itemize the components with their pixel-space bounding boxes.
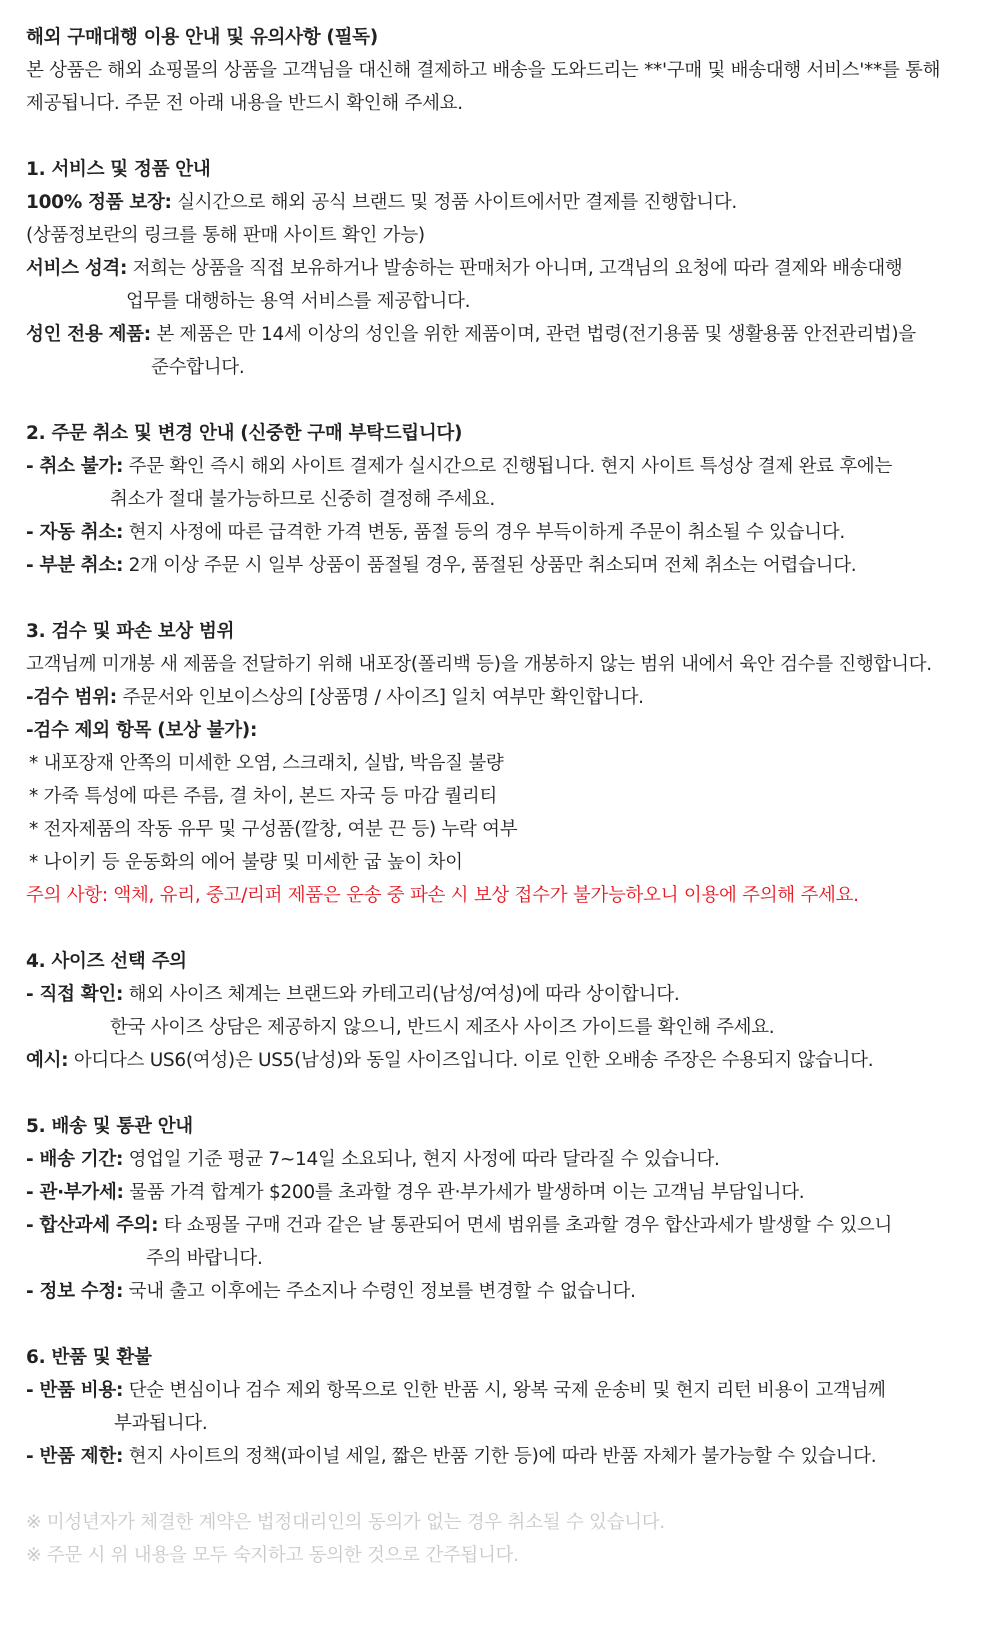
- inspection-scope-line: [26, 687, 644, 709]
- combined-tax-label: - 합산과세 주의:: [26, 1215, 159, 1236]
- footer-note-consent: ※ 주문 시 위 내용을 모두 숙지하고 동의한 것으로 간주됩니다.: [26, 1545, 519, 1566]
- return-cost-label: - 반품 비용:: [26, 1380, 124, 1401]
- no-cancel-text: 주문 확인 즉시 해외 사이트 결제가 실시간으로 진행됩니다. 현지 사이트 특성상 결제 완료 후에는: [123, 456, 893, 477]
- size-example-text: 아디다스 US6(여성)은 US5(남성)와 동일 사이즈입니다. 이로 인한 오배송 주장은 수용되지 않습니다.: [68, 1050, 874, 1071]
- partial-cancel-text: 2개 이상 주문 시 일부 상품이 품절될 경우, 품절된 상품만 취소되며 전체 취소는 어렵습니다.: [123, 555, 857, 576]
- adult-only-text: 본 제품은 만 14세 이상의 성인을 위한 제품이며, 관련 법령(전기용품 및 생활용품 안전관리법)을: [150, 324, 916, 345]
- customs-tax-text: 물품 가격 합계가 $200를 초과할 경우 관·부가세가 발생하며 이는 고객님 부담입니다.: [123, 1182, 805, 1203]
- service-nature-line: [26, 258, 903, 280]
- size-example-line: [26, 1050, 873, 1072]
- section-4-heading: 4. 사이즈 선택 주의: [26, 951, 187, 972]
- inspection-scope-label: -검수 범위:: [26, 687, 117, 708]
- adult-only-line: [26, 324, 916, 346]
- info-change-line: [26, 1281, 636, 1303]
- direct-check-label: - 직접 확인:: [26, 984, 124, 1005]
- return-cost-text-cont: 부과됩니다.: [114, 1413, 208, 1434]
- inspection-intro: 고객님께 미개봉 새 제품을 전달하기 위해 내포장(폴리백 등)을 개봉하지 않는 범위 내에서 육안 검수를 진행합니다.: [26, 654, 932, 675]
- section-6-heading: 6. 반품 및 환불: [26, 1347, 152, 1368]
- intro-line-2: 제공됩니다. 주문 전 아래 내용을 반드시 확인해 주세요.: [26, 93, 463, 114]
- auto-cancel-label: - 자동 취소:: [26, 522, 124, 543]
- return-limit-line: [26, 1446, 876, 1468]
- no-cancel-label: - 취소 불가:: [26, 456, 124, 477]
- direct-check-text-cont: 한국 사이즈 상담은 제공하지 않으니, 반드시 제조사 사이즈 가이드를 확인해 주세요.: [110, 1017, 775, 1038]
- combined-tax-text-cont: 주의 바랍니다.: [146, 1248, 263, 1269]
- delivery-period-line: [26, 1149, 720, 1171]
- intro-line-1: 본 상품은 해외 쇼핑몰의 상품을 고객님을 대신해 결제하고 배송을 도와드리는 **'구매 및 배송대행 서비스'**를 통해: [26, 60, 941, 81]
- section-3-heading: 3. 검수 및 파손 보상 범위: [26, 621, 235, 642]
- return-cost-text: 단순 변심이나 검수 제외 항목으로 인한 반품 시, 왕복 국제 운송비 및 현지 리턴 비용이 고객님께: [123, 1380, 886, 1401]
- partial-cancel-label: - 부분 취소:: [26, 555, 124, 576]
- section-2-heading: 2. 주문 취소 및 변경 안내 (신중한 구매 부탁드립니다): [26, 423, 463, 444]
- section-5-heading: 5. 배송 및 통관 안내: [26, 1116, 193, 1137]
- combined-tax-line: [26, 1215, 892, 1237]
- exclusion-item: * 가죽 특성에 따른 주름, 결 차이, 본드 자국 등 마감 퀄리티: [29, 786, 498, 807]
- genuine-note: (상품정보란의 링크를 통해 판매 사이트 확인 가능): [26, 225, 425, 246]
- adult-only-label: 성인 전용 제품:: [26, 324, 151, 345]
- delivery-period-text: 영업일 기준 평균 7~14일 소요되나, 현지 사정에 따라 달라질 수 있습니다.: [123, 1149, 720, 1170]
- auto-cancel-text: 현지 사정에 따른 급격한 가격 변동, 품절 등의 경우 부득이하게 주문이 취소될 수 있습니다.: [123, 522, 845, 543]
- delivery-period-label: - 배송 기간:: [26, 1149, 124, 1170]
- service-nature-label: 서비스 성격:: [26, 258, 128, 279]
- info-change-label: - 정보 수정:: [26, 1281, 124, 1302]
- exclusion-heading: -검수 제외 항목 (보상 불가):: [26, 720, 258, 741]
- return-limit-text: 현지 사이트의 정책(파이널 세일, 짧은 반품 기한 등)에 따라 반품 자체가 불가능할 수 있습니다.: [123, 1446, 877, 1467]
- service-nature-text-cont: 업무를 대행하는 용역 서비스를 제공합니다.: [126, 291, 471, 312]
- no-cancel-line: [26, 456, 892, 478]
- genuine-label: 100% 정품 보장:: [26, 192, 172, 213]
- genuine-guarantee-line: [26, 192, 737, 214]
- exclusion-item: * 내포장재 안쪽의 미세한 오염, 스크래치, 실밥, 박음질 불량: [29, 753, 504, 774]
- direct-check-text: 해외 사이즈 체계는 브랜드와 카테고리(남성/여성)에 따라 상이합니다.: [123, 984, 680, 1005]
- footer-note-minor: ※ 미성년자가 체결한 계약은 법정대리인의 동의가 없는 경우 취소될 수 있습니다.: [26, 1512, 665, 1533]
- customs-tax-label: - 관·부가세:: [26, 1182, 124, 1203]
- direct-check-line: [26, 984, 679, 1006]
- exclusion-item: * 전자제품의 작동 유무 및 구성품(깔창, 여분 끈 등) 누락 여부: [29, 819, 518, 840]
- document-title: 해외 구매대행 이용 안내 및 유의사항 (필독): [26, 27, 378, 48]
- auto-cancel-line: [26, 522, 845, 544]
- partial-cancel-line: [26, 555, 856, 577]
- exclusion-item: * 나이키 등 운동화의 에어 불량 및 미세한 굽 높이 차이: [29, 852, 463, 873]
- inspection-scope-text: 주문서와 인보이스상의 [상품명 / 사이즈] 일치 여부만 확인합니다.: [116, 687, 644, 708]
- adult-only-text-cont: 준수합니다.: [151, 357, 245, 378]
- return-cost-line: [26, 1380, 886, 1402]
- service-nature-text: 저희는 상품을 직접 보유하거나 발송하는 판매처가 아니며, 고객님의 요청에 따라 결제와 배송대행: [127, 258, 903, 279]
- customs-tax-line: [26, 1182, 804, 1204]
- no-cancel-text-cont: 취소가 절대 불가능하므로 신중히 결정해 주세요.: [110, 489, 495, 510]
- combined-tax-text: 타 쇼핑몰 구매 건과 같은 날 통관되어 면세 범위를 초과할 경우 합산과세가 발생할 수 있으니: [158, 1215, 893, 1236]
- genuine-text: 실시간으로 해외 공식 브랜드 및 정품 사이트에서만 결제를 진행합니다.: [171, 192, 737, 213]
- info-change-text: 국내 출고 이후에는 주소지나 수령인 정보를 변경할 수 없습니다.: [123, 1281, 636, 1302]
- section-1-heading: 1. 서비스 및 정품 안내: [26, 159, 211, 180]
- return-limit-label: - 반품 제한:: [26, 1446, 124, 1467]
- warning-text: 주의 사항: 액체, 유리, 중고/리퍼 제품은 운송 중 파손 시 보상 접수가 불가능하오니 이용에 주의해 주세요.: [26, 885, 859, 906]
- size-example-label: 예시:: [26, 1050, 69, 1071]
